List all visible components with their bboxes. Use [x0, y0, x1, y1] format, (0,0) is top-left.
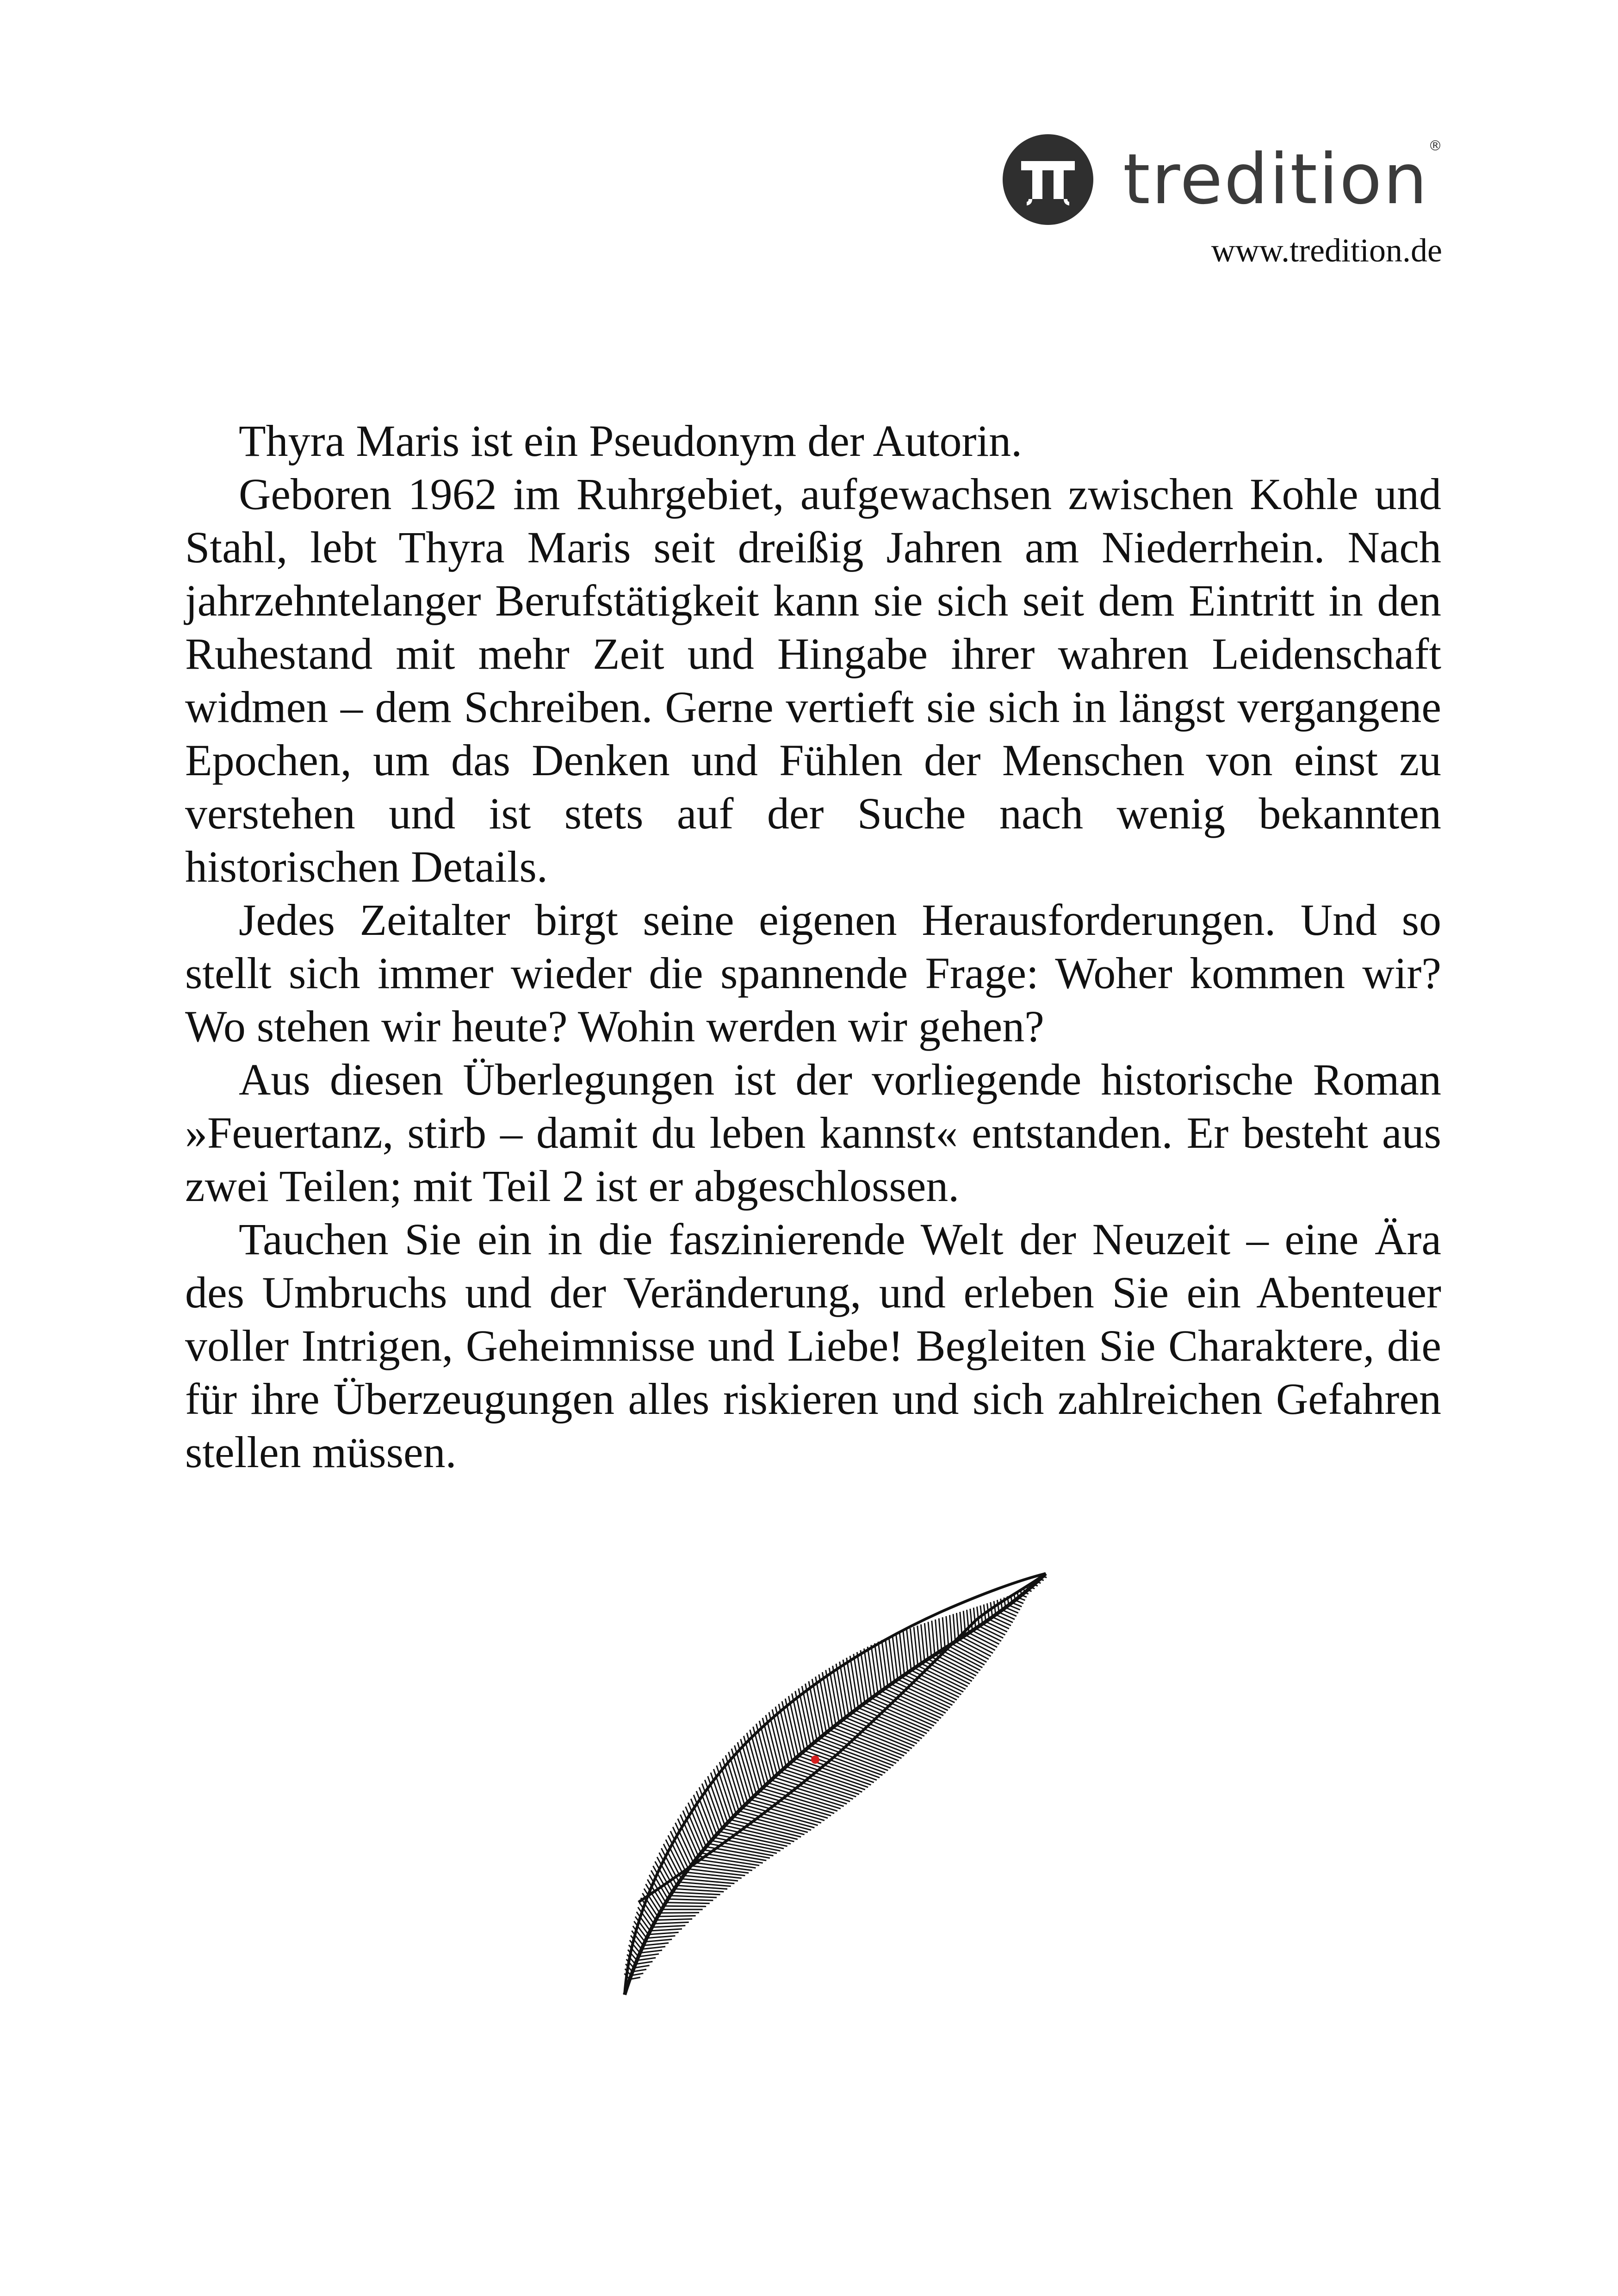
feather-barb [668, 1899, 713, 1900]
feather-barb [645, 1939, 672, 1941]
feather-barb [991, 1602, 992, 1617]
feather-barb [914, 1627, 918, 1666]
feather-barb [766, 1715, 780, 1772]
feather-barb [973, 1608, 976, 1629]
feather-icon [620, 1569, 1064, 2004]
feather-barb [945, 1648, 982, 1668]
feather-barb [675, 1889, 724, 1892]
feather-barb [817, 1740, 891, 1768]
feather-barb [652, 1926, 685, 1928]
feather-barb [939, 1618, 942, 1650]
feather-barb [763, 1718, 777, 1775]
feather-barb [924, 1623, 928, 1659]
feather-barb [874, 1643, 881, 1691]
feather-barb [1039, 1576, 1040, 1579]
feather-barb [911, 1670, 961, 1695]
feather-barb [868, 1647, 874, 1696]
feather-barb [994, 1601, 996, 1615]
feather-barb [672, 1892, 720, 1894]
feather-barb [769, 1712, 783, 1769]
feather-barb [946, 1616, 948, 1646]
publisher-logo [1003, 134, 1442, 273]
feather-barb [1036, 1579, 1037, 1582]
feather-barb [830, 1730, 902, 1758]
feather-barb [1015, 1600, 1023, 1604]
feather-barb [861, 1650, 868, 1701]
feather-barb [826, 1733, 899, 1761]
feather-barb [1021, 1591, 1022, 1595]
feather-barb [905, 1675, 957, 1700]
feather-barb [962, 1637, 993, 1654]
feather-barb [640, 1950, 662, 1953]
feather-barb [762, 1788, 837, 1811]
feather-barb [871, 1645, 878, 1693]
author-bio [185, 414, 1441, 1479]
feather-barb [999, 1612, 1015, 1619]
feather-barb [647, 1936, 676, 1938]
feather-barb [948, 1646, 985, 1665]
feather-barb [855, 1710, 922, 1738]
feather-barb [901, 1677, 955, 1703]
feather-barb [775, 1707, 789, 1764]
feather-barb [854, 1654, 862, 1705]
feather-barb [820, 1738, 893, 1766]
bio-paragraph-1: Thyra Maris ist ein Pseudonym der Autorin. [239, 416, 1023, 466]
feather-barb [942, 1617, 945, 1648]
feather-barb [996, 1615, 1013, 1623]
feather-barb [648, 1932, 678, 1935]
feather-barb [864, 1649, 871, 1698]
feather-barb [969, 1633, 997, 1647]
feather-barb [849, 1715, 917, 1743]
bio-paragraph-3: Jedes Zeitalter birgt seine eigenen Herausforderungen. Und so stellt sich immer wieder die spannende Frage: Woher kommen wir? Wo stehen wir heute? Wohin werden wir gehen? [185, 895, 1441, 1051]
feather-barb [756, 1724, 771, 1780]
feather-barb [950, 1615, 952, 1644]
feather-shaft [625, 1574, 1046, 1995]
feather-barb [857, 1652, 865, 1703]
feather-barb [997, 1600, 999, 1612]
feather-barb [839, 1723, 909, 1751]
feather-barb [654, 1922, 689, 1923]
feather-barb [639, 1954, 659, 1957]
feather-barb [753, 1727, 768, 1783]
feather-barb [836, 1725, 907, 1753]
feather-barb [688, 1869, 745, 1875]
feather-barb [917, 1626, 921, 1664]
feather-barb [782, 1701, 795, 1759]
feather-drawing [624, 1574, 1047, 1995]
feather-barb [865, 1703, 929, 1731]
feather-barb [845, 1717, 914, 1746]
feather-barb [1027, 1587, 1028, 1590]
feather-barb [643, 1943, 669, 1946]
registered-mark: ® [1428, 138, 1442, 154]
feather-barb [908, 1673, 959, 1697]
feather-barb [992, 1617, 1011, 1626]
feather-barb [709, 1844, 774, 1856]
feather-barb [921, 1624, 924, 1661]
feather-barb [966, 1635, 995, 1650]
bio-paragraph-2: Geboren 1962 im Ruhrgebiet, aufgewachsen zwischen Kohle und Stahl, lebt Thyra Maris seit dreißig Jahren am Niederrhein. Nach jahrzehntelanger Berufstätigkeit kann sie sich seit dem Eintritt in den Ruhestand mit mehr Zeit und Hingabe ihrer wahren Leidenschaft widmen – dem Schreiben. Gerne vertieft sie sich in längst vergangene Epochen, um das Denken und Fühlen der Menschen von einst zu verstehen und ist stets auf der Suche nach wenig bekannten historischen Details. [185, 469, 1441, 891]
feather-vane-left [625, 1574, 1046, 1995]
feather-barb [642, 1947, 665, 1949]
feather-barbs [624, 1574, 1047, 1979]
feather-barb [987, 1603, 989, 1619]
bio-paragraph-4: Aus diesen Überlegungen ist der vorliegende historische Roman »Feuertanz, stirb – damit du leben kannst« entstanden. Er besteht aus zwei Teilen; mit Teil 2 ist er abgeschlossen. [185, 1055, 1441, 1211]
feather-barb [842, 1720, 912, 1748]
feather-barb [932, 1621, 935, 1655]
bio-paragraph-5: Tauchen Sie ein in die faszinierende Welt der Neuzeit – eine Ära des Umbruchs und der Veränderung, und erleben Sie ein Abenteuer voller Intrigen, Geheimnisse und Liebe! Begleiten Sie Charaktere, die für ihre Überzeugungen alles riskieren und sich zahlreichen Gefahren stellen müssen. [185, 1214, 1441, 1477]
feather-barb [666, 1903, 710, 1904]
tredition-logo-icon [1003, 134, 1093, 225]
feather-barb [956, 1613, 959, 1639]
feather-barb [1033, 1582, 1034, 1585]
feather-barb [936, 1619, 938, 1652]
feather-barb [656, 1919, 692, 1920]
feather-barb [650, 1929, 682, 1931]
feather-barb [858, 1708, 924, 1736]
feather-barb [1042, 1574, 1043, 1576]
feather-barb [1012, 1603, 1022, 1607]
feather-barb [785, 1699, 798, 1756]
logo-wordmark: tredition [1123, 139, 1429, 220]
feather-barb [686, 1872, 742, 1878]
feather-barb [772, 1710, 786, 1767]
feather-accent-dot [811, 1755, 819, 1764]
publisher-url: www.tredition.de [1211, 232, 1442, 269]
feather-barb [862, 1705, 927, 1734]
feather-barb [823, 1735, 896, 1763]
feather-barb [850, 1656, 858, 1708]
feather-barb [833, 1728, 905, 1756]
feather-barb [953, 1614, 955, 1642]
feather-barb [1017, 1593, 1018, 1598]
feather-barb [670, 1896, 717, 1898]
feather-barb [779, 1704, 792, 1761]
feather-barb [759, 1721, 774, 1777]
feather-barb [928, 1622, 931, 1657]
feather-barb [852, 1713, 919, 1741]
